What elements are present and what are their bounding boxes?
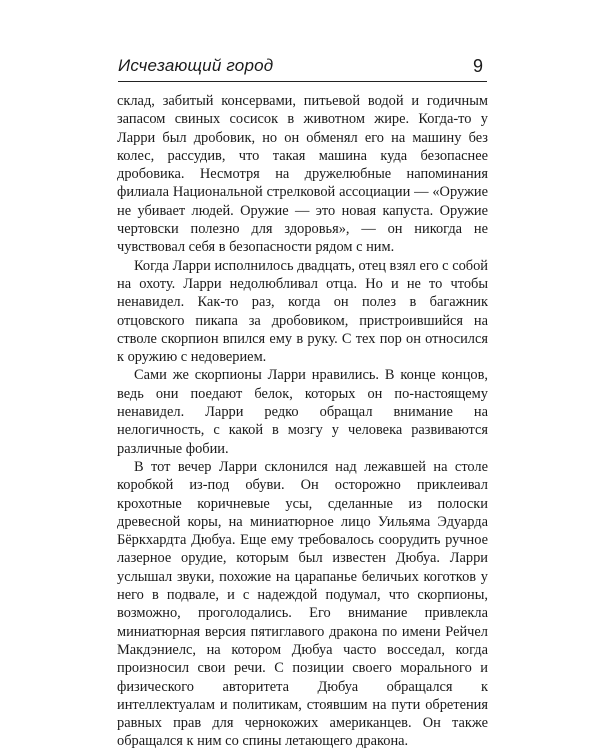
paragraph: Сами же скорпионы Ларри нравились. В конце концов, ведь они поедают белок, которых он по-настоящему ненавидел. Ларри редко обращал внимание на нелогичность, с какой в мозгу у человека развиваются различные фобии. — [117, 367, 488, 457]
header-rule — [118, 81, 487, 82]
paragraph: Когда Ларри исполнилось двадцать, отец взял его с собой на охоту. Ларри недолюбливал отца. Но и не то чтобы ненавидел. Как-то раз, когда он полез в багажник отцовского пикапа за дробовиком, пристроившийся на стволе скорпион впился ему в руку. С тех пор он относился к оружию с недоверием. — [117, 257, 488, 366]
body-text — [117, 92, 488, 751]
running-title: Исчезающий город — [118, 56, 274, 75]
paragraph: склад, забитый консервами, питьевой водой и годичным запасом свиных сосисок в животном жире. Когда-то у Ларри был дробовик, но он обменял его на машину без колес, рассудив, что такая машина куда безопаснее дробовика. Несмотря на дружелюбные напоминания филиала Национальной стрелковой ассоциации — «Оружие не убивает людей. Оружие — это новая капуста. Оружие чертовски полезно для здоровья», — он никогда не чувствовал себя в безопасности рядом с ним. — [117, 93, 488, 256]
paragraph: В тот вечер Ларри склонился над лежавшей на столе коробкой из-под обуви. Он осторожно приклеивал крохотные коричневые усы, сделанные из полоски древесной коры, на миниатюрное лицо Уильяма Эдуарда Бёркхардта Дюбуа. Еще ему требовалось соорудить ручное лазерное орудие, которым был известен Дюбуа. Ларри услышал звуки, похожие на царапанье беличьих коготков у него в подвале, и с надеждой подумал, что скорпионы, возможно, проголодались. Его внимание привлекла миниатюрная версия пятиглавого дракона по имени Рейчел Макдэниелс, на котором Дюбуа часто восседал, когда произносил свои речи. С позиции своего морального и физического авторитета Дюбуа обращался к интеллектуалам и политикам, стоявшим на пути обретения равных прав для чернокожих американцев. Он также обращался к ним со спины летающего дракона. — [117, 458, 488, 750]
running-head — [118, 54, 487, 82]
page-number: 9 — [472, 56, 483, 76]
